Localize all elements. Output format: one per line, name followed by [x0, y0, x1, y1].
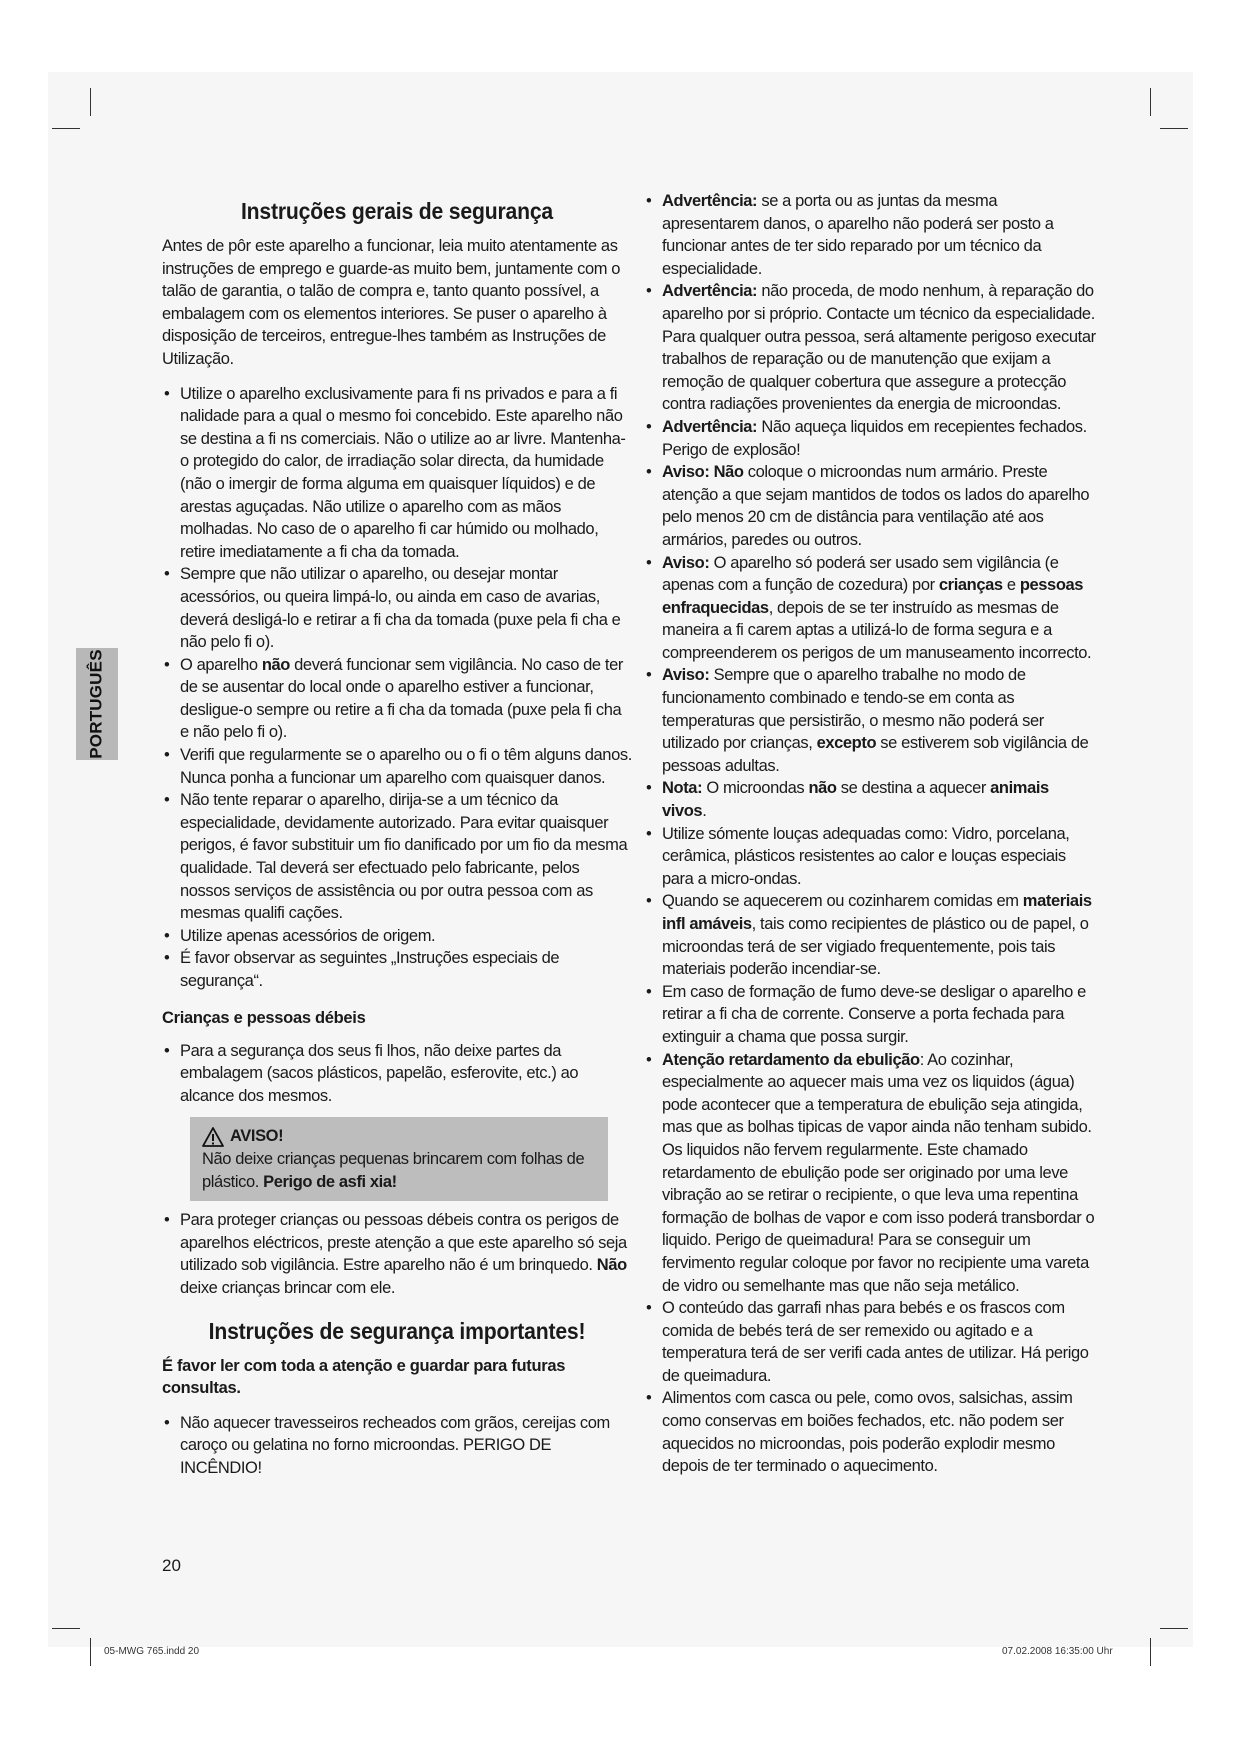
- list-item: • Não tente reparar o aparelho, dirija-se a um técnico da especialidade, devidamente autorizado. Para evitar quaisquer perigos, é favor substituir um fio danificado por um fio da mesma qualidade. Tal deverá ser efectuado pelo fabricante, pelos nossos serviços de assistência ou por outra pessoa com as mesmas qualifi cações.: [162, 789, 632, 925]
- section-title-important: Instruções de segurança importantes!: [208, 1317, 586, 1344]
- list-item: • Nota: O microondas não se destina a aquecer animais vivos.: [644, 777, 1096, 822]
- crop-mark: [1160, 128, 1188, 129]
- crop-mark: [1150, 88, 1151, 116]
- list-item: • Verifi que regularmente se o aparelho ou o fi o têm alguns danos. Nunca ponha a funcionar um aparelho com quaisquer danos.: [162, 744, 632, 789]
- children-heading: Crianças e pessoas débeis: [162, 1008, 366, 1027]
- list-item: • O aparelho não deverá funcionar sem vigilância. No caso de ter de se ausentar do local onde o aparelho estiver a funcionar, desligue-o sempre ou retire a fi cha da tomada (puxe pela fi cha e não pelo fi o).: [162, 654, 632, 744]
- list-item: • Em caso de formação de fumo deve-se desligar o aparelho e retirar a fi cha de corrente. Conserve a porta fechada para extinguir a chama que possa surgir.: [644, 981, 1096, 1049]
- list-item: • Utilize apenas acessórios de origem.: [162, 925, 632, 948]
- list-item: • Sempre que não utilizar o aparelho, ou desejar montar acessórios, ou queira limpá-lo, ou ainda em caso de avarias, deverá desligá-lo e retirar a fi cha da tomada (puxe pela fi cha e não pelo fi o).: [162, 563, 632, 653]
- list-item: • Advertência: Não aqueça liquidos em recepientes fechados. Perigo de explosão!: [644, 416, 1096, 461]
- list-item: • Alimentos com casca ou pele, como ovos, salsichas, assim como conservas em boiões fechados, etc. não podem ser aquecidos no microondas, pois poderão explodir mesmo depois de ter terminado o aquecimento.: [644, 1387, 1096, 1477]
- warning-title: AVISO!: [230, 1127, 284, 1146]
- list-item: • Utilize sómente louças adequadas como: Vidro, porcelana, cerâmica, plásticos resistentes ao calor e louças especiais para a micro-ondas.: [644, 823, 1096, 891]
- list-item: • Utilize o aparelho exclusivamente para fi ns privados e para a fi nalidade para a qual o mesmo foi concebido. Este aparelho não se destina a fi ns comerciais. Não o utilize ao ar livre. Mantenha-o protegido do calor, de irradiação solar directa, da humidade (não o imergir de forma alguma em quaisquer líquidos) e de arestas aguçadas. Não utilize o aparelho com as mãos molhadas. No caso de o aparelho fi car húmido ou molhado, retire imediatamente a fi cha da tomada.: [162, 383, 632, 564]
- important-subtitle: É favor ler com toda a atenção e guardar para futuras consultas.: [162, 1356, 566, 1398]
- list-item: • Para proteger crianças ou pessoas débeis contra os perigos de aparelhos eléctricos, preste atenção a que este aparelho só seja utilizado sob vigilância. Estre aparelho não é um brinquedo. Não deixe crianças brincar com ele.: [162, 1209, 632, 1299]
- list-item: • Aviso: O aparelho só poderá ser usado sem vigilância (e apenas com a função de cozedura) por crianças e pessoas enfraquecidas, depois de se ter instruído as mesmas de maneira a fi carem aptas a utilizá-lo de forma segura e a compreenderem os perigos de um manuseamento incorrecto.: [644, 552, 1096, 665]
- language-tab: [76, 648, 118, 760]
- list-item: • Quando se aquecerem ou cozinharem comidas em materiais infl amáveis, tais como recipientes de plástico ou de papel, o microondas terá de ser vigiado frequentemente, pois tais materiais poderão incendiar-se.: [644, 890, 1096, 980]
- important-list: [162, 1412, 632, 1480]
- list-item: • Não aquecer travesseiros recheados com grãos, cereijas com caroço ou gelatina no forno microondas. PERIGO DE INCÊNDIO!: [162, 1412, 632, 1480]
- left-column: [162, 190, 632, 1490]
- warning-text: Não deixe crianças pequenas brincarem com folhas de plástico. Perigo de asfi xia!: [202, 1149, 585, 1191]
- right-column: [644, 190, 1096, 1488]
- list-item: • Aviso: Sempre que o aparelho trabalhe no modo de funcionamento combinado e tendo-se em conta as temperaturas que persistirão, o mesmo não poderá ser utilizado por crianças, excepto se estiverem sob vigilância de pessoas adultas.: [644, 664, 1096, 777]
- crop-mark: [90, 88, 91, 116]
- section-title: Instruções gerais de segurança: [240, 198, 554, 224]
- safety-list: [162, 383, 632, 993]
- crop-mark: [90, 1638, 91, 1666]
- list-item: • Atenção retardamento da ebulição: Ao cozinhar, especialmente ao aquecer mais uma vez os liquidos (água) pode acontecer que a temperatura de ebulição seja atingida, mas que as bolhas tipicas de vapor ainda não tenham subido. Os liquidos não fervem regularmente. Este chamado retardamento de ebulição pode ser originado por uma leve vibração ao se retirar o recipiente, o que leva uma repentina formação de bolhas de vapor e com isso poderá transbordar o liquido. Perigo de queimadura! Para se conseguir um fervimento regular coloque por favor no recipiente uma vareta de vidro ou semelhante mas que não seja metálico.: [644, 1049, 1096, 1298]
- list-item: • É favor observar as seguintes „Instruções especiais de segurança“.: [162, 947, 632, 992]
- language-tab-label: PORTUGUÊS: [87, 649, 107, 759]
- footer-file-name: 05-MWG 765.indd 20: [104, 1646, 200, 1657]
- warning-triangle-icon: [202, 1127, 224, 1147]
- crop-mark: [52, 128, 80, 129]
- page-number: 20: [162, 1556, 181, 1575]
- warnings-list: [644, 190, 1096, 1478]
- list-item: • Advertência: se a porta ou as juntas da mesma apresentarem danos, o aparelho não poderá ser posto a funcionar antes de ter sido reparado por um técnico da especialidade.: [644, 190, 1096, 280]
- footer-timestamp: 07.02.2008 16:35:00 Uhr: [1002, 1646, 1113, 1657]
- list-item: • Advertência: não proceda, de modo nenhum, à reparação do aparelho por si próprio. Contacte um técnico da especialidade. Para qualquer outra pessoa, será altamente perigoso executar trabalhos de reparação ou de manutenção que exijam a remoção de qualquer cobertura que assegure a protecção contra radiações provenientes da energia de microondas.: [644, 280, 1096, 416]
- list-item: • O conteúdo das garrafi nhas para bebés e os frascos com comida de bebés terá de ser remexido ou agitado e a temperatura terá de ser verifi cada antes de utilizar. Há perigo de queimadura.: [644, 1297, 1096, 1387]
- children-list: [162, 1040, 632, 1108]
- crop-mark: [1160, 1628, 1188, 1629]
- protect-list: [162, 1209, 632, 1299]
- intro-paragraph: Antes de pôr este aparelho a funcionar, leia muito atentamente as instruções de emprego e guarde-as muito bem, juntamente com o talão de garantia, o talão de compra e, tanto quanto possível, a embalagem com os elementos interiores. Se puser o aparelho à disposição de terceiros, entregue-lhes também as Instruções de Utilização.: [162, 237, 621, 368]
- list-item: • Aviso: Não coloque o microondas num armário. Preste atenção a que sejam mantidos de todos os lados do aparelho pelo menos 20 cm de distância para ventilação até aos armários, paredes ou outros.: [644, 461, 1096, 551]
- warning-box: [190, 1117, 608, 1201]
- crop-mark: [52, 1628, 80, 1629]
- list-item: • Para a segurança dos seus fi lhos, não deixe partes da embalagem (sacos plásticos, papelão, esferovite, etc.) ao alcance dos mesmos.: [162, 1040, 632, 1108]
- crop-mark: [1150, 1638, 1151, 1666]
